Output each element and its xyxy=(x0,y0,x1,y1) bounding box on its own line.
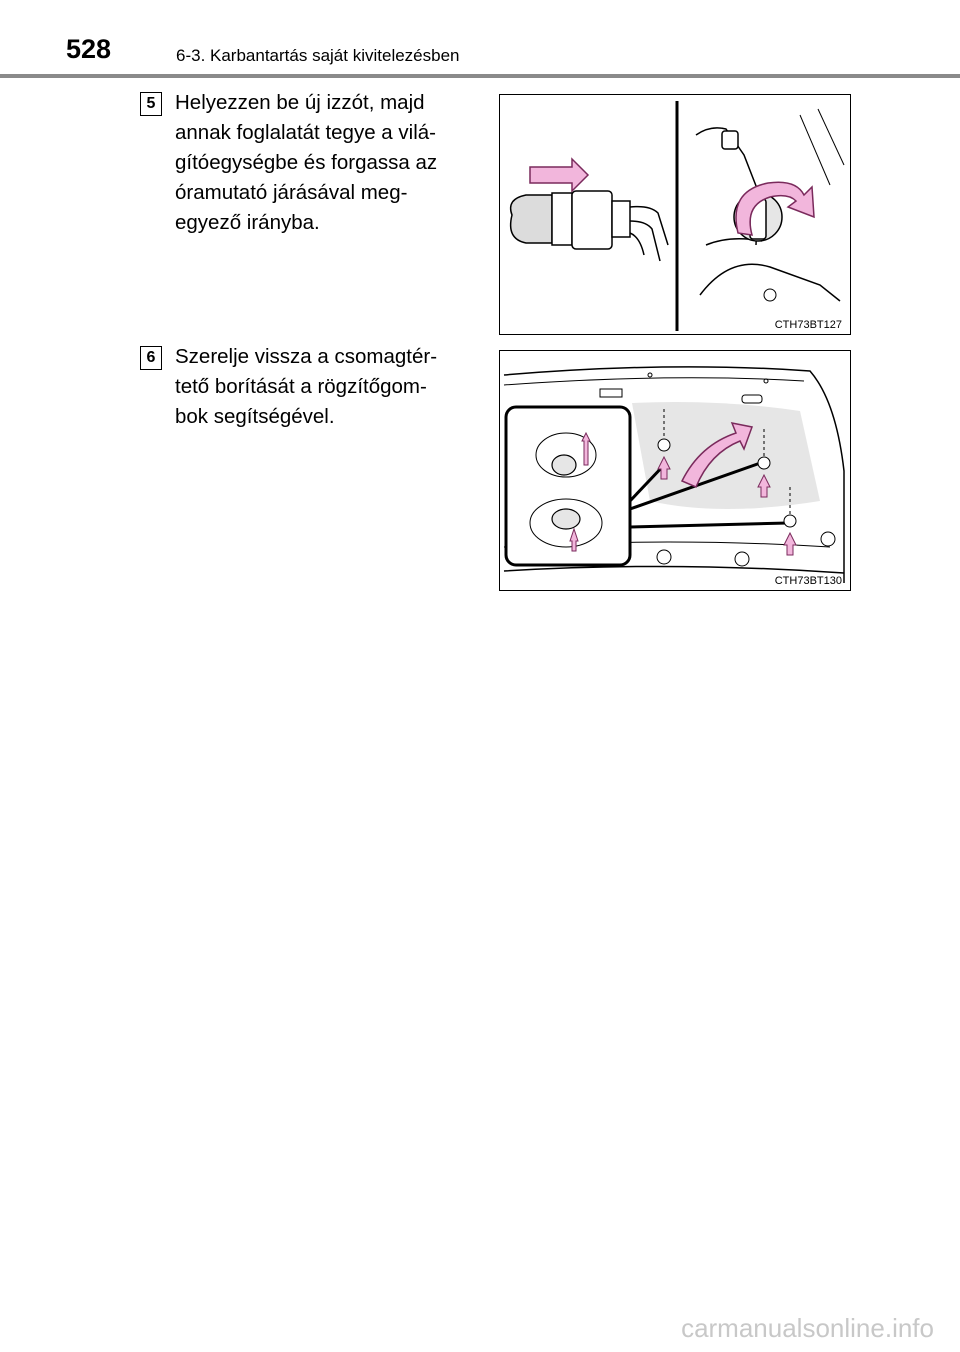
step-5-badge: 5 xyxy=(140,92,162,116)
page-number: 528 xyxy=(66,34,112,64)
step-6-line-1: Szerelje vissza a csomagtér- xyxy=(175,345,438,368)
step-6-badge: 6 xyxy=(140,346,162,370)
trunk-cover-illustration xyxy=(500,351,851,591)
header-divider xyxy=(0,74,960,78)
step-5-line-4: óramutató járásával meg- xyxy=(175,181,408,204)
step-6-figure xyxy=(499,350,851,591)
step-6-line-2: tető borítását a rögzítőgom- xyxy=(175,375,427,398)
step-5-figure-code: CTH73BT127 xyxy=(774,319,842,331)
section-title: 6-3. Karbantartás saját kivitelezésben xyxy=(176,46,460,65)
bulb-socket-illustration xyxy=(500,95,851,335)
step-6-text xyxy=(175,342,480,432)
step-5-line-2: annak foglalatát tegye a vilá- xyxy=(175,121,436,144)
step-5-figure xyxy=(499,94,851,335)
step-6-line-3: bok segítségével. xyxy=(175,405,335,428)
step-5-line-3: gítóegységbe és forgassa az xyxy=(175,151,438,174)
watermark: carmanualsonline.info xyxy=(681,1313,934,1343)
step-5-text xyxy=(175,88,480,238)
step-5-line-5: egyező irányba. xyxy=(175,211,320,234)
step-6-figure-code: CTH73BT130 xyxy=(774,575,842,587)
step-5-line-1: Helyezzen be új izzót, majd xyxy=(175,91,425,114)
